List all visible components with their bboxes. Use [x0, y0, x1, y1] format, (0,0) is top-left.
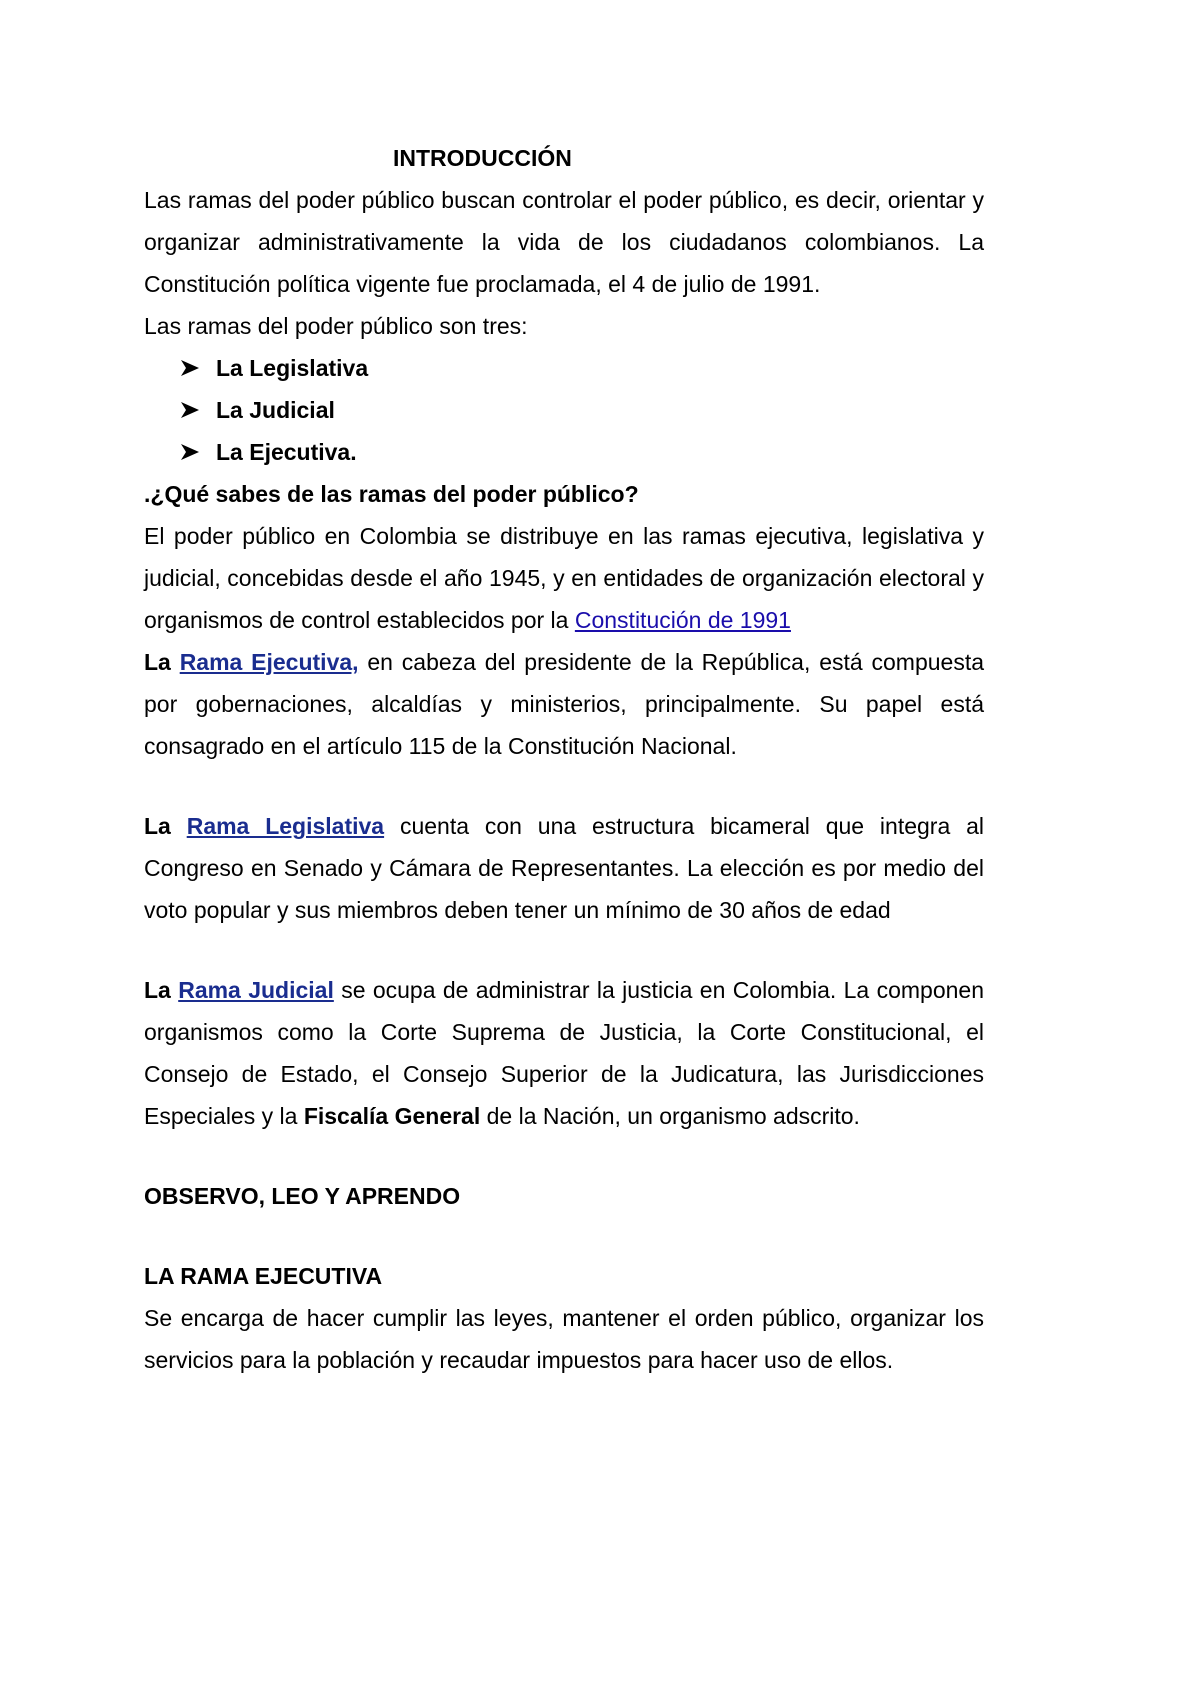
judicial-paragraph [144, 969, 984, 1137]
judicial-text-before: se ocupa de administrar la justicia en Colombia. La componen organismos como la Corte Suprema de Justicia, la Corte Constitucional, el Consejo de Estado, el Consejo Superior de la Judicatura, las Jurisdicciones Especiales y la [144, 977, 984, 1129]
judicial-prefix: La [144, 977, 171, 1003]
document-page [144, 137, 984, 1381]
arrow-bullet-icon [180, 389, 216, 431]
legislativa-text: cuenta con una estructura bicameral que integra al Congreso en Senado y Cámara de Representantes. La elección es por medio del voto popular y sus miembros deben tener un mínimo de 30 años de edad [144, 813, 984, 923]
rama-ejecutiva-heading: LA RAMA EJECUTIVA [144, 1263, 383, 1289]
rama-ejecutiva-link[interactable]: Rama Ejecutiva, [179, 649, 359, 675]
judicial-text-after: de la Nación, un organismo adscrito. [480, 1103, 860, 1129]
constitution-link[interactable]: Constitución de 1991 [574, 607, 791, 633]
list-item [180, 347, 984, 389]
fiscalia-bold: Fiscalía General [303, 1103, 481, 1129]
ejecutiva-prefix: La [144, 649, 171, 675]
spacer [144, 931, 984, 969]
legislativa-prefix: La [144, 813, 171, 839]
list-item-label: La Legislativa [216, 355, 369, 381]
arrow-bullet-icon [180, 347, 216, 389]
ejecutiva-paragraph [144, 641, 984, 767]
rama-legislativa-link[interactable]: Rama Legislativa [186, 813, 385, 839]
rama-ejecutiva-paragraph: Se encarga de hacer cumplir las leyes, mantener el orden público, organizar los servicios para la población y recaudar impuestos para hacer uso de ellos. [144, 1305, 984, 1373]
list-item [180, 431, 984, 473]
ejecutiva-text: en cabeza del presidente de la República, está compuesta por gobernaciones, alcaldías y ministerios, principalmente. Su papel está consagrado en el artículo 115 de la Constitución Nacional. [144, 649, 985, 759]
list-item [180, 389, 984, 431]
list-item-label: La Judicial [216, 397, 335, 423]
distribution-paragraph [144, 515, 984, 641]
distribution-text: El poder público en Colombia se distribuye en las ramas ejecutiva, legislativa y judicial, concebidas desde el año 1945, y en entidades de organización electoral y organismos de control establecidos por la [144, 523, 984, 633]
spacer [144, 767, 984, 805]
rama-judicial-link[interactable]: Rama Judicial [178, 977, 334, 1003]
legislativa-paragraph [144, 805, 984, 931]
branches-list [144, 347, 984, 473]
intro-paragraph: Las ramas del poder público buscan controlar el poder público, es decir, orientar y organizar administrativamente la vida de los ciudadanos colombianos. La Constitución política vigente fue proclamada, el 4 de julio de 1991. [144, 187, 984, 297]
question-heading: .¿Qué sabes de las ramas del poder público? [144, 481, 639, 507]
page-title: INTRODUCCIÓN [393, 145, 572, 171]
spacer [144, 1217, 984, 1255]
intro-list-lead: Las ramas del poder público son tres: [144, 313, 528, 339]
spacer [144, 1137, 984, 1175]
arrow-bullet-icon [180, 431, 216, 473]
observo-heading: OBSERVO, LEO Y APRENDO [144, 1183, 461, 1209]
list-item-label: La Ejecutiva. [216, 439, 357, 465]
